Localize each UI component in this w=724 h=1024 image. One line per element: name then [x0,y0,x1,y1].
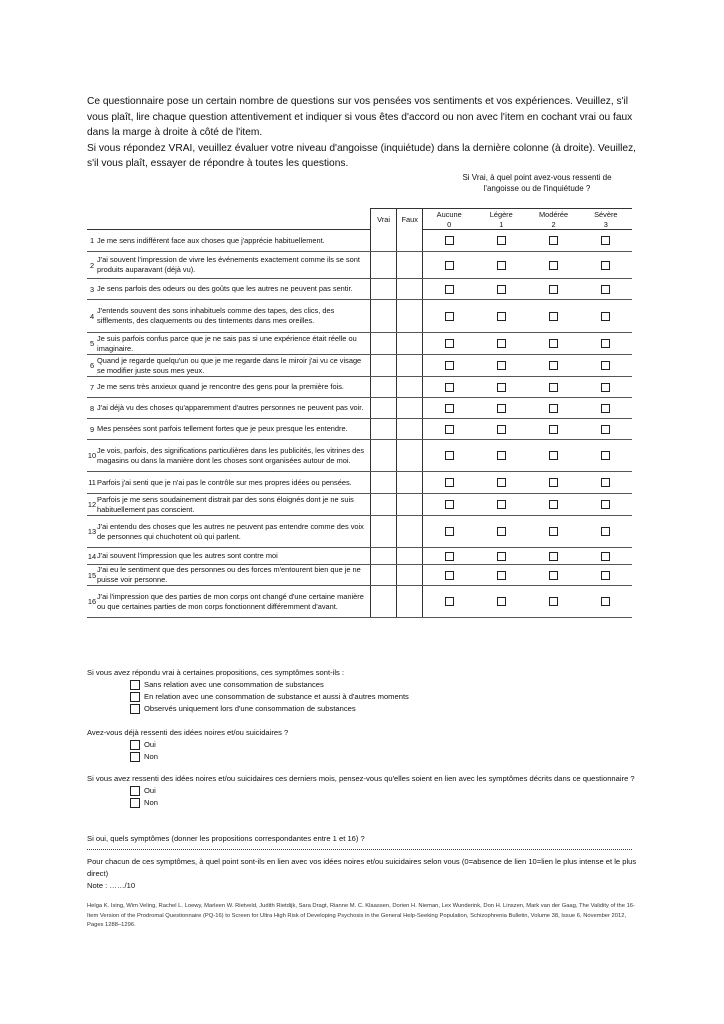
question-row [87,300,632,333]
vrai-cell[interactable] [371,398,397,419]
reference-citation: Helga K. Ising, Wim Veling, Rachel L. Loewy, Marleen W. Rietveld, Judith Rietdijk, Sara Dragt, Rianne M. C. Klaassen, Dorien H. Nieman, Lex Wunderink, Don H. Linszen, Mark van der Gaag, The Validity of the 16-Item Version of the Prodromal Questionnaire (PQ-16) to Screen for Ultra High Risk of Developing Psychosis in the General Help-Seeking Population, Schizophrenia Bulletin, Volume 38, Issue 6, November 2012, Pages 1288–1296. [87,903,635,929]
level-2-cell [527,565,579,586]
question-row [87,252,632,279]
question-row [87,516,632,548]
question-number: 9 [87,419,97,440]
level-1-checkbox[interactable] [497,500,506,509]
level-2-cell [527,300,579,333]
level-2-checkbox[interactable] [549,500,558,509]
faux-cell[interactable] [397,300,423,333]
level-0-cell [423,398,475,419]
question-row [87,377,632,398]
link-question [87,773,647,809]
faux-cell[interactable] [397,377,423,398]
level-0-checkbox[interactable] [445,552,454,561]
instructions [87,94,647,172]
level-2-checkbox[interactable] [549,236,558,245]
suicidal-question [87,727,647,763]
level-3-checkbox[interactable] [601,425,610,434]
question-text: Je me sens très anxieux quand je rencontre des gens pour la première fois. [97,377,371,398]
level-name-1: Légère [475,209,527,220]
faux-cell[interactable] [397,586,423,618]
level-3-checkbox[interactable] [601,339,610,348]
level-1-cell [475,440,527,472]
level-2-cell [527,419,579,440]
level-3-checkbox[interactable] [601,383,610,392]
level-1-checkbox[interactable] [497,597,506,606]
level-1-checkbox[interactable] [497,285,506,294]
which-question-text: Si oui, quels symptômes (donner les propositions correspondantes entre 1 et 16) ? [87,834,365,843]
answer-line[interactable] [87,849,632,850]
level-2-cell [527,279,579,300]
level-1-checkbox[interactable] [497,571,506,580]
question-row [87,548,632,565]
level-1-checkbox[interactable] [497,383,506,392]
level-0-checkbox[interactable] [445,261,454,270]
level-3-cell [580,440,632,472]
level-1-cell [475,355,527,377]
question-number: 2 [87,252,97,279]
question-row [87,586,632,618]
level-3-cell [580,494,632,516]
question-number: 3 [87,279,97,300]
link-non-label: Non [144,798,158,807]
level-0-cell [423,516,475,548]
score-question-text: Pour chacun de ces symptômes, à quel point sont-ils en lien avec vos idées noires et/ou suicidaires selon vous (0=absence de lien 10=lien le plus intense et le plus direct) [87,857,637,878]
link-oui-checkbox[interactable] [130,786,140,796]
substance-option-2-checkbox[interactable] [130,692,140,702]
question-row [87,355,632,377]
question-text: J'ai déjà vu des choses qu'apparemment d'autres personnes ne peuvent pas voir. [97,398,371,419]
faux-column-header: Faux [397,209,423,230]
question-text: Je sens parfois des odeurs ou des goûts que les autres ne peuvent pas sentir. [97,279,371,300]
level-3-cell [580,279,632,300]
faux-cell[interactable] [397,333,423,355]
level-1-checkbox[interactable] [497,425,506,434]
vrai-cell[interactable] [371,333,397,355]
level-1-checkbox[interactable] [497,404,506,413]
level-0-cell [423,300,475,333]
level-num-0: 0 [423,219,475,230]
question-text: J'ai l'impression que des parties de mon corps ont changé d'une certaine manière ou que certaines parties de mon corps fonctionnent différemment d'avant. [97,586,371,618]
faux-cell[interactable] [397,494,423,516]
level-0-checkbox[interactable] [445,478,454,487]
level-2-checkbox[interactable] [549,552,558,561]
level-0-cell [423,230,475,252]
level-0-checkbox[interactable] [445,425,454,434]
level-1-cell [475,333,527,355]
question-row [87,494,632,516]
faux-cell[interactable] [397,548,423,565]
level-3-cell [580,377,632,398]
link-non-checkbox[interactable] [130,798,140,808]
question-text: Parfois j'ai senti que je n'ai pas le contrôle sur mes propres idées ou pensées. [97,472,371,494]
suicidal-oui-label: Oui [144,740,156,749]
level-3-cell [580,230,632,252]
question-text: J'ai souvent l'impression de vivre les événements exactement comme ils se sont produits auparavant (déjà vu). [97,252,371,279]
level-2-checkbox[interactable] [549,312,558,321]
question-text: Parfois je me sens soudainement distrait par des sons éloignés dont je ne suis habituellement pas conscient. [97,494,371,516]
question-number: 12 [87,494,97,516]
vrai-cell[interactable] [371,548,397,565]
suicidal-question-text: Avez-vous déjà ressenti des idées noires et/ou suicidaires ? [87,728,289,737]
question-number: 1 [87,230,97,252]
vrai-cell[interactable] [371,516,397,548]
vrai-cell[interactable] [371,252,397,279]
level-0-cell [423,440,475,472]
level-2-cell [527,548,579,565]
level-0-checkbox[interactable] [445,312,454,321]
substance-option-2-label: En relation avec une consommation de substance et aussi à d'autres moments [144,692,409,701]
anxiety-scale-header: Si Vrai, à quel point avez-vous ressenti de l'angoisse ou de l'inquiétude ? [462,173,612,193]
level-3-checkbox[interactable] [601,571,610,580]
level-1-cell [475,586,527,618]
level-2-checkbox[interactable] [549,404,558,413]
question-text: Je me sens indifférent face aux choses que j'apprécie habituellement. [97,230,371,252]
level-2-checkbox[interactable] [549,527,558,536]
level-1-checkbox[interactable] [497,261,506,270]
level-3-checkbox[interactable] [601,285,610,294]
which-question [87,833,647,845]
faux-cell[interactable] [397,419,423,440]
faux-cell[interactable] [397,230,423,252]
level-num-2: 2 [527,219,579,230]
level-2-cell [527,355,579,377]
level-1-cell [475,300,527,333]
level-2-cell [527,252,579,279]
level-num-1: 1 [475,219,527,230]
level-1-checkbox[interactable] [497,527,506,536]
vrai-cell[interactable] [371,586,397,618]
level-3-checkbox[interactable] [601,261,610,270]
level-3-cell [580,333,632,355]
question-row [87,230,632,252]
question-number: 5 [87,333,97,355]
level-0-checkbox[interactable] [445,236,454,245]
level-name-0: Aucune [423,209,475,220]
link-question-text: Si vous avez ressenti des idées noires et/ou suicidaires ces derniers mois, pensez-vous qu'elles soient en lien avec les symptômes décrits dans ce questionnaire ? [87,774,635,783]
vrai-cell[interactable] [371,355,397,377]
vrai-cell[interactable] [371,230,397,252]
level-2-checkbox[interactable] [549,361,558,370]
level-0-cell [423,548,475,565]
level-0-checkbox[interactable] [445,597,454,606]
level-1-cell [475,230,527,252]
level-0-cell [423,565,475,586]
level-1-checkbox[interactable] [497,478,506,487]
level-2-checkbox[interactable] [549,451,558,460]
level-2-cell [527,516,579,548]
vrai-cell[interactable] [371,279,397,300]
level-1-cell [475,252,527,279]
level-2-checkbox[interactable] [549,478,558,487]
faux-cell[interactable] [397,279,423,300]
vrai-cell[interactable] [371,494,397,516]
question-number: 7 [87,377,97,398]
level-name-3: Sévère [580,209,632,220]
question-row [87,565,632,586]
question-number: 11 [87,472,97,494]
level-0-cell [423,419,475,440]
level-2-cell [527,230,579,252]
faux-cell[interactable] [397,472,423,494]
question-number: 15 [87,565,97,586]
level-2-cell [527,472,579,494]
faux-cell[interactable] [397,398,423,419]
instructions-paragraph-1: Ce questionnaire pose un certain nombre de questions sur vos pensées vos sentiments et vos expériences. Veuillez, s'il vous plaît, lire chaque question attentivement et indiquer si vous êtes d'accord ou non avec l'item en cochant vrai ou faux dans la marge à droite à côté de l'item. [87,96,633,139]
faux-cell[interactable] [397,252,423,279]
question-row [87,472,632,494]
suicidal-non-checkbox[interactable] [130,752,140,762]
level-3-checkbox[interactable] [601,451,610,460]
level-3-checkbox[interactable] [601,361,610,370]
question-number: 13 [87,516,97,548]
level-1-cell [475,516,527,548]
level-1-cell [475,419,527,440]
vrai-cell[interactable] [371,440,397,472]
question-number: 8 [87,398,97,419]
level-3-cell [580,252,632,279]
level-0-checkbox[interactable] [445,361,454,370]
question-row [87,440,632,472]
level-3-cell [580,419,632,440]
level-2-cell [527,440,579,472]
question-number: 4 [87,300,97,333]
level-0-cell [423,279,475,300]
vrai-cell[interactable] [371,300,397,333]
level-0-checkbox[interactable] [445,404,454,413]
level-2-checkbox[interactable] [549,261,558,270]
substance-option-1-label: Sans relation avec une consommation de substances [144,680,324,689]
question-number: 16 [87,586,97,618]
level-1-cell [475,472,527,494]
level-num-3: 3 [580,219,632,230]
vrai-column-header: Vrai [371,209,397,230]
substance-question-text: Si vous avez répondu vrai à certaines propositions, ces symptômes sont-ils : [87,668,345,677]
level-0-cell [423,333,475,355]
question-number: 14 [87,548,97,565]
question-row [87,333,632,355]
level-3-cell [580,300,632,333]
level-0-cell [423,252,475,279]
level-0-checkbox[interactable] [445,383,454,392]
faux-cell[interactable] [397,516,423,548]
level-2-checkbox[interactable] [549,285,558,294]
level-3-checkbox[interactable] [601,478,610,487]
substance-question [87,667,647,715]
faux-cell[interactable] [397,440,423,472]
link-oui-label: Oui [144,786,156,795]
level-3-cell [580,355,632,377]
question-text: J'ai entendu des choses que les autres ne peuvent pas entendre comme des voix de personnes qui chuchotent où qui parlent. [97,516,371,548]
faux-cell[interactable] [397,355,423,377]
level-1-cell [475,279,527,300]
level-0-cell [423,586,475,618]
vrai-cell[interactable] [371,565,397,586]
score-note[interactable]: Note : ……/10 [87,881,136,890]
level-3-cell [580,548,632,565]
level-1-checkbox[interactable] [497,236,506,245]
level-0-checkbox[interactable] [445,451,454,460]
level-2-checkbox[interactable] [549,383,558,392]
suicidal-non-label: Non [144,752,158,761]
instructions-paragraph-2: Si vous répondez VRAI, veuillez évaluer votre niveau d'angoisse (inquiétude) dans la dernière colonne (à droite). Veuillez, s'il vous plaît, essayer de répondre à toutes les questions. [87,142,636,170]
level-3-checkbox[interactable] [601,500,610,509]
level-3-checkbox[interactable] [601,597,610,606]
level-2-cell [527,398,579,419]
question-text: Mes pensées sont parfois tellement fortes que je peux presque les entendre. [97,419,371,440]
level-0-cell [423,355,475,377]
level-1-checkbox[interactable] [497,451,506,460]
substance-option-3-checkbox[interactable] [130,704,140,714]
level-1-checkbox[interactable] [497,552,506,561]
level-1-checkbox[interactable] [497,339,506,348]
question-row [87,279,632,300]
question-row [87,398,632,419]
vrai-cell[interactable] [371,472,397,494]
level-2-cell [527,333,579,355]
question-text: J'ai eu le sentiment que des personnes ou des forces m'entourent bien que je ne puisse voir personne. [97,565,371,586]
level-1-cell [475,565,527,586]
level-3-checkbox[interactable] [601,552,610,561]
question-text: Quand je regarde quelqu'un ou que je me regarde dans le miroir j'ai vu ce visage se modifier juste sous mes yeux. [97,355,371,377]
level-2-checkbox[interactable] [549,597,558,606]
questionnaire-table [87,208,632,618]
level-2-cell [527,494,579,516]
level-1-checkbox[interactable] [497,361,506,370]
level-1-cell [475,548,527,565]
score-question [87,856,647,892]
level-3-cell [580,565,632,586]
level-1-cell [475,398,527,419]
question-text: Je vois, parfois, des significations particulières dans les publicités, les vitrines des magasins ou dans la manière dont les choses sont organisées autour de moi. [97,440,371,472]
suicidal-oui-checkbox[interactable] [130,740,140,750]
level-1-cell [475,494,527,516]
level-2-checkbox[interactable] [549,425,558,434]
level-0-cell [423,472,475,494]
level-3-cell [580,472,632,494]
level-3-checkbox[interactable] [601,236,610,245]
level-0-cell [423,377,475,398]
question-text: J'ai souvent l'impression que les autres sont contre moi [97,548,371,565]
level-0-cell [423,494,475,516]
substance-option-1-checkbox[interactable] [130,680,140,690]
level-2-checkbox[interactable] [549,571,558,580]
level-3-checkbox[interactable] [601,527,610,536]
level-2-cell [527,377,579,398]
question-number: 10 [87,440,97,472]
substance-option-3-label: Observés uniquement lors d'une consommation de substances [144,704,356,713]
level-0-checkbox[interactable] [445,285,454,294]
question-row [87,419,632,440]
level-0-checkbox[interactable] [445,339,454,348]
vrai-cell[interactable] [371,377,397,398]
level-2-cell [527,586,579,618]
level-0-checkbox[interactable] [445,500,454,509]
level-name-2: Modérée [527,209,579,220]
vrai-cell[interactable] [371,419,397,440]
level-3-cell [580,586,632,618]
level-2-checkbox[interactable] [549,339,558,348]
question-number: 6 [87,355,97,377]
level-0-checkbox[interactable] [445,527,454,536]
level-0-checkbox[interactable] [445,571,454,580]
level-1-cell [475,377,527,398]
level-1-checkbox[interactable] [497,312,506,321]
level-3-cell [580,516,632,548]
question-text: J'entends souvent des sons inhabituels comme des tapes, des clics, des sifflements, des claquements ou des tintements dans mes oreilles. [97,300,371,333]
level-3-checkbox[interactable] [601,404,610,413]
level-3-checkbox[interactable] [601,312,610,321]
level-3-cell [580,398,632,419]
question-text: Je suis parfois confus parce que je ne sais pas si une expérience était réelle ou imaginaire. [97,333,371,355]
faux-cell[interactable] [397,565,423,586]
